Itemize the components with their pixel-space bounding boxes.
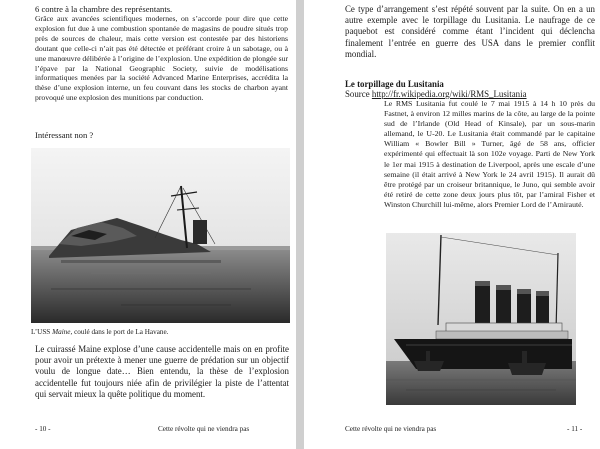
- source-label: Source: [345, 89, 370, 99]
- source-link[interactable]: http://fr.wikipedia.org/wiki/RMS_Lusitania: [371, 89, 527, 99]
- uss-maine-wreck-illustration: [31, 148, 290, 323]
- uss-maine-photo: [31, 148, 290, 323]
- caption-text-start: L’USS: [31, 328, 53, 336]
- running-header-right: Cette révolte qui ne viendra pas: [345, 425, 437, 433]
- section-title: Le torpillage du Lusitania: [345, 79, 444, 89]
- lusitania-photo: [386, 233, 576, 405]
- body-paragraph-maine: Le cuirassé Maine explose d’une cause accidentelle mais on en profite pour avoir un prétexte à mener une guerre de prédation sur un objectif voulu de longue date… Bien entendu, la thèse de l’explosion accidentelle fut toujours niée afin de privilégier la piste de l’attentat qui servait mieux la quête politique du moment.: [35, 344, 289, 399]
- caption-ship-name: Maine: [52, 328, 71, 336]
- running-header-left: Cette révolte qui ne viendra pas: [158, 425, 250, 433]
- page-number-left: - 10 -: [35, 425, 51, 433]
- page-number-right: - 11 -: [567, 425, 583, 433]
- book-gutter: [296, 0, 304, 449]
- right-page: [304, 0, 600, 449]
- lead-line: 6 contre à la chambre des représentants.: [35, 4, 173, 14]
- quote-paragraph-maine: Grâce aux avancées scientifiques modernes, on s’accorde pour dire que cette explosion fut due à une combustion spontanée de magasins de poudre situés trop près de sources de chaleur, mais cette version est contestée par des historiens doutant que celle-ci n’ait pas été détectée et préférant croire à un sabotage, ou à une manœuvre délibérée à l’origine de l’explosion. Une expédition de plongée sur l’épave par la National Geographic Society, suivie de modélisations informatiques menées par la société Advanced Marine Enterprises, accrédita la thèse d’une explosion interne, un feu couvant dans les stocks de charbon ayant provoqué une explosion des munitions par conduction.: [35, 14, 288, 103]
- lusitania-illustration: [386, 233, 576, 405]
- intro-paragraph-lusitania: Ce type d’arrangement s’est répété souvent par la suite. On en a un autre exemple avec le torpillage du Lusitania. Le naufrage de ce paquebot est considéré comme étant l’incident qui déclencha finalement l’entrée en guerre des USA dans le premier conflit mondial.: [345, 4, 595, 59]
- quote-paragraph-lusitania: Le RMS Lusitania fut coulé le 7 mai 1915 à 14 h 10 près du Fastnet, à environ 12 milles marins de la côte, au large de la pointe sud de l’Irlande (Old Head of Kinsale), par un sous-marin allemand, le U-20. Le Lusitania était commandé par le capitaine William « Bowler Bill » Turner, âgé de 58 ans, officier expérimenté qui effectuait là son 102e voyage. Parti de New York le 1er mai 1915 à destination de Liverpool, après une escale d’une semaine (il était arrivé à New York le 24 avril 1915). Il aurait dû être protégé par un croiseur britannique, le Juno, qui semble avoir été retiré de cette zone deux jours plus tôt, par l’amiral Fisher et Winston Churchill lui-même, alors Premier Lord de l’Amirauté.: [384, 99, 595, 209]
- figure-caption: [31, 328, 168, 337]
- caption-text-end: , coulé dans le port de La Havane.: [70, 328, 169, 336]
- left-page: [0, 0, 296, 449]
- interessant-line: Intéressant non ?: [35, 130, 94, 140]
